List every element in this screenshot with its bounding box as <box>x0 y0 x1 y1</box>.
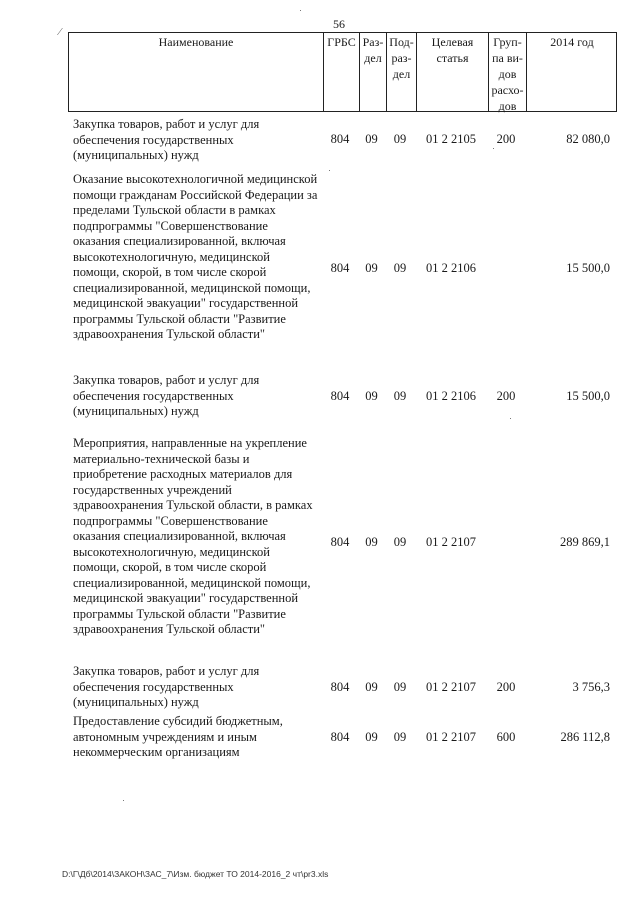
row-grbs: 804 <box>330 132 350 146</box>
scan-speck <box>493 148 494 149</box>
row-razdel: 09 <box>365 730 378 744</box>
row-name: Предоставление субсидий бюджетным, автономным учреждениям и иным некоммерческим организациям <box>73 714 283 759</box>
row-name: Мероприятия, направленные на укрепление материально-технической базы и приобретение расходных материалов для государственных учреждений здравоохранения Тульской области, в рамках подпрограммы "Совершенствование оказания специализированной, включая высокотехнологичную, медицинской помощи, скорой, в том числе скорой специализированной, медицинской помощи, медицинской эвакуации" государственной программы Тульской области "Развитие здравоохранения Тульской области" <box>73 436 313 636</box>
row-amount: 82 080,0 <box>566 132 610 146</box>
row-podrazdel: 09 <box>393 132 407 146</box>
row-podrazdel: 09 <box>393 389 407 403</box>
row-razdel: 09 <box>365 680 378 694</box>
row-name: Закупка товаров, работ и услуг для обеспечения государственных (муниципальных) нужд <box>73 373 260 418</box>
scan-speck <box>123 800 124 801</box>
row-vid: 600 <box>496 730 516 744</box>
row-vid: 200 <box>496 132 516 146</box>
row-name: Закупка товаров, работ и услуг для обеспечения государственных (муниципальных) нужд <box>73 117 260 162</box>
row-podrazdel: 09 <box>393 535 407 549</box>
file-path-footer: D:\Г\Дб\2014\ЗАКОН\ЗАС_7\Изм. бюджет ТО 2014-2016_2 чт\pr3.xls <box>62 869 329 879</box>
row-statya: 01 2 2106 <box>426 261 476 275</box>
row-amount: 15 500,0 <box>566 261 610 275</box>
header-vid: Груп- па ви- дов расхо- дов <box>488 33 526 111</box>
page-number: 56 <box>333 17 345 31</box>
row-podrazdel: 09 <box>393 261 407 275</box>
row-name: Закупка товаров, работ и услуг для обеспечения государственных (муниципальных) нужд <box>73 664 260 709</box>
table-header <box>68 32 617 112</box>
row-amount: 286 112,8 <box>560 730 610 744</box>
header-statya: Целевая статья <box>416 33 488 111</box>
row-razdel: 09 <box>365 389 378 403</box>
row-statya: 01 2 2107 <box>426 535 476 549</box>
row-grbs: 804 <box>330 730 350 744</box>
row-razdel: 09 <box>365 261 378 275</box>
row-podrazdel: 09 <box>393 730 407 744</box>
scan-mark: ⁄ <box>59 26 61 38</box>
header-year: 2014 год <box>526 33 617 111</box>
row-name: Оказание высокотехнологичной медицинской помощи гражданам Российской Федерации за пределами Тульской области в рамках подпрограммы "Совершенствование оказания специализированной, включая высокотехнологичную, медицинской помощи, скорой, в том числе скорой специализированной, медицинской помощи, медицинской эвакуации" государственной программы Тульской области "Развитие здравоохранения Тульской области" <box>73 172 318 341</box>
row-vid: 200 <box>496 389 516 403</box>
scan-speck <box>329 170 330 171</box>
row-vid: 200 <box>496 680 516 694</box>
row-amount: 3 756,3 <box>572 680 610 694</box>
row-amount: 15 500,0 <box>566 389 610 403</box>
row-statya: 01 2 2107 <box>426 730 476 744</box>
header-grbs: ГРБС <box>323 33 359 111</box>
scan-speck <box>300 10 301 11</box>
row-statya: 01 2 2106 <box>426 389 476 403</box>
header-podrazdel: Под- раз- дел <box>386 33 416 111</box>
row-statya: 01 2 2107 <box>426 680 476 694</box>
row-amount: 289 869,1 <box>560 535 610 549</box>
header-razdel: Раз- дел <box>359 33 386 111</box>
row-grbs: 804 <box>330 389 350 403</box>
row-grbs: 804 <box>330 535 350 549</box>
row-grbs: 804 <box>330 261 350 275</box>
row-podrazdel: 09 <box>393 680 407 694</box>
row-razdel: 09 <box>365 535 378 549</box>
row-statya: 01 2 2105 <box>426 132 476 146</box>
header-name: Наименование <box>158 35 234 49</box>
row-grbs: 804 <box>330 680 350 694</box>
scan-speck <box>510 418 511 419</box>
row-razdel: 09 <box>365 132 378 146</box>
